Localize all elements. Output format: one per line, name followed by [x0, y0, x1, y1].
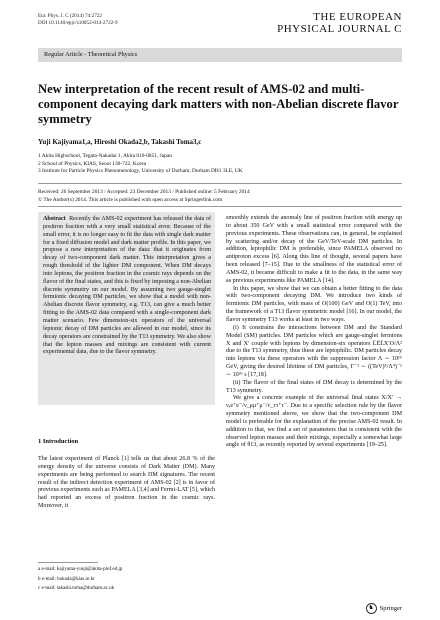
affiliation-1: 1 Akita Highschool, Tegata-Nakadai 1, Akita 010-0851, Japan	[38, 153, 172, 159]
author-list: Yuji Kajiyama1,a, Hiroshi Okada2,b, Takashi Toma3,c	[38, 138, 202, 146]
article-type-band: Regular Article - Theoretical Physics	[38, 48, 402, 62]
right-paragraph-1: smoothly extends the anomaly line of positron fraction with energy up to about 350 GeV with a small statistical error compared with the previous experiments. These observations can, in general, be explained by scattering and/or decay of the GeV/TeV-scale DM particles. In addition, leptophilic DM is preferable, since PAMELA observed no antiproton excess [6]. Along this line of thought, several papers have been released [7–15]. Due to the smallness of the statistical error of AMS-02, it became difficult to make a fit to the data, in the same way as previous experiments like PAMELA [14].	[226, 215, 402, 284]
introduction-text	[38, 456, 215, 511]
abstract-label: Abstract	[43, 216, 66, 222]
journal-name-line2: PHYSICAL JOURNAL C	[277, 23, 402, 35]
footnote-c[interactable]: c e-mail: takashi.toma@durham.ac.uk	[38, 586, 115, 591]
citation-header	[38, 13, 118, 27]
footnote-rule	[38, 562, 98, 563]
abstract	[43, 216, 211, 357]
right-column	[226, 215, 402, 450]
right-paragraph-4: (ii) The flavor of the final states of DM decay is determined by the T13 symmetry.	[226, 379, 402, 394]
footnote-b[interactable]: b e-mail: hokada@kias.re.kr	[38, 576, 95, 582]
divider-top	[38, 183, 402, 184]
dates-line: Received: 26 September 2013 / Accepted: 23 December 2013 / Published online: 5 February 2014	[38, 189, 250, 195]
affiliations	[38, 153, 243, 176]
affiliation-2: 2 School of Physics, KIAS, Seoul 130-722, Korea	[38, 160, 147, 167]
section-heading-introduction: 1 Introduction	[38, 438, 79, 445]
doi-link[interactable]: DOI 10.1140/epjc/s10052-014-2722-9	[38, 20, 118, 26]
right-paragraph-2: In this paper, we show that we can obtain a better fitting to the data with two-component decaying DM. We introduce two kinds of fermionic DM particles, with mass of O(100) GeV and O(1) TeV, into the framework of a T13 flavor symmetric model [16]. In our model, the flavor symmetry T13 works at least in two ways.	[226, 285, 402, 323]
abstract-text: Recently the AMS-02 experiment has released the data of positron fraction with a very small statistical error. Because of the small error, it is no longer easy to fit the data with single dark matter for a fixed diffusion model and dark matter profile. In this paper, we propose a new interpretation of the data: that it originates from decay of two-component dark matter. This interpretation gives a rough threshold of the lighter DM component. When DM decays into leptons, the positron fraction in the cosmic rays depends on the flavor of the final states, and this is fixed by imposing a non-Abelian discrete symmetry on our model. By assuming two gauge-singlet fermionic decaying DM particles, we show that a model with non-Abelian discrete flavor symmetry, e.g. T13, can give a much better fitting to the AMS-02 data compared with a single-component dark matter scenario. Few dimension-six operators of the universal leptonic decay of DM particles are allowed in our model, since its decay operators are constrained by the T13 symmetry. We also show that the lepton masses and mixings are consistent with current experimental data, due to the flavor symmetry.	[43, 216, 212, 356]
introduction-paragraph: The latest experiment of Planck [1] tells us that about 26.8 % of the energy density of the universe consists of Dark Matter (DM). Many experiments are being performed to search DM signatures. The recent result of the indirect detection experiment of AMS-02 [2] is in favor of previous experiments such as PAMELA [3,4] and Fermi-LAT [5], which had reported an excess of positron fraction in the cosmic rays. Moreover, it	[38, 456, 215, 510]
publisher-name: Springer	[379, 605, 402, 612]
paper-title: New interpretation of the recent result of AMS-02 and multi-component decaying dark matters with non-Abelian discrete flavor symmetry	[38, 82, 399, 126]
right-paragraph-5: We give a concrete example of the universal final states X/X′ → νₑe⁺e⁻/ν_μμ⁺μ⁻/ν_ττ⁺τ⁻. Due to a specific selection rule by the flavor symmetry mentioned above, we show that the two-component DM model is preferable for the explanation of the precise AMS-02 result. In addition to that, we find a set of parameters that is consistent with the observed lepton masses and their mixings, especially a somewhat large angle of θ13, as recently reported by several experiments [19–25].	[226, 395, 402, 449]
journal-name-line1: THE EUROPEAN	[313, 11, 402, 23]
affiliation-3: 3 Institute for Particle Physics Phenomenology, University of Durham, Durham DH1 3LE, UK	[38, 168, 243, 174]
footnotes	[38, 565, 122, 594]
publication-dates	[38, 189, 250, 204]
divider-bottom	[38, 206, 402, 207]
footnote-a[interactable]: a e-mail: kajiyama-yuuji@akita-pref.ed.jp	[38, 567, 123, 572]
publisher-logo	[366, 603, 402, 614]
journal-citation: Eur. Phys. J. C (2014) 74:2722	[38, 13, 102, 19]
journal-logo	[277, 11, 402, 35]
right-paragraph-3: (i) It constrains the interactions between DM and the Standard Model (SM) particles. DM particles which are gauge-singlet fermions X and X′ couple with leptons by dimension-six operators L̄ĒL̄X′O/Λ² due to the T13 symmetry, thus these are leptophilic. DM particles decay into leptons via these operators with the suppression factor Λ ∼ 10¹⁶ GeV, giving the desired lifetime of DM particles, Γ⁻¹ ∼ ((TeV)⁵/Λ⁴)⁻¹ ∼ 10²⁶ s [17,18].	[226, 324, 402, 378]
springer-horse-icon: ♞	[366, 603, 377, 614]
copyright-line: © The Author(s) 2014. This article is published with open access at Springerlink.com	[38, 196, 223, 203]
